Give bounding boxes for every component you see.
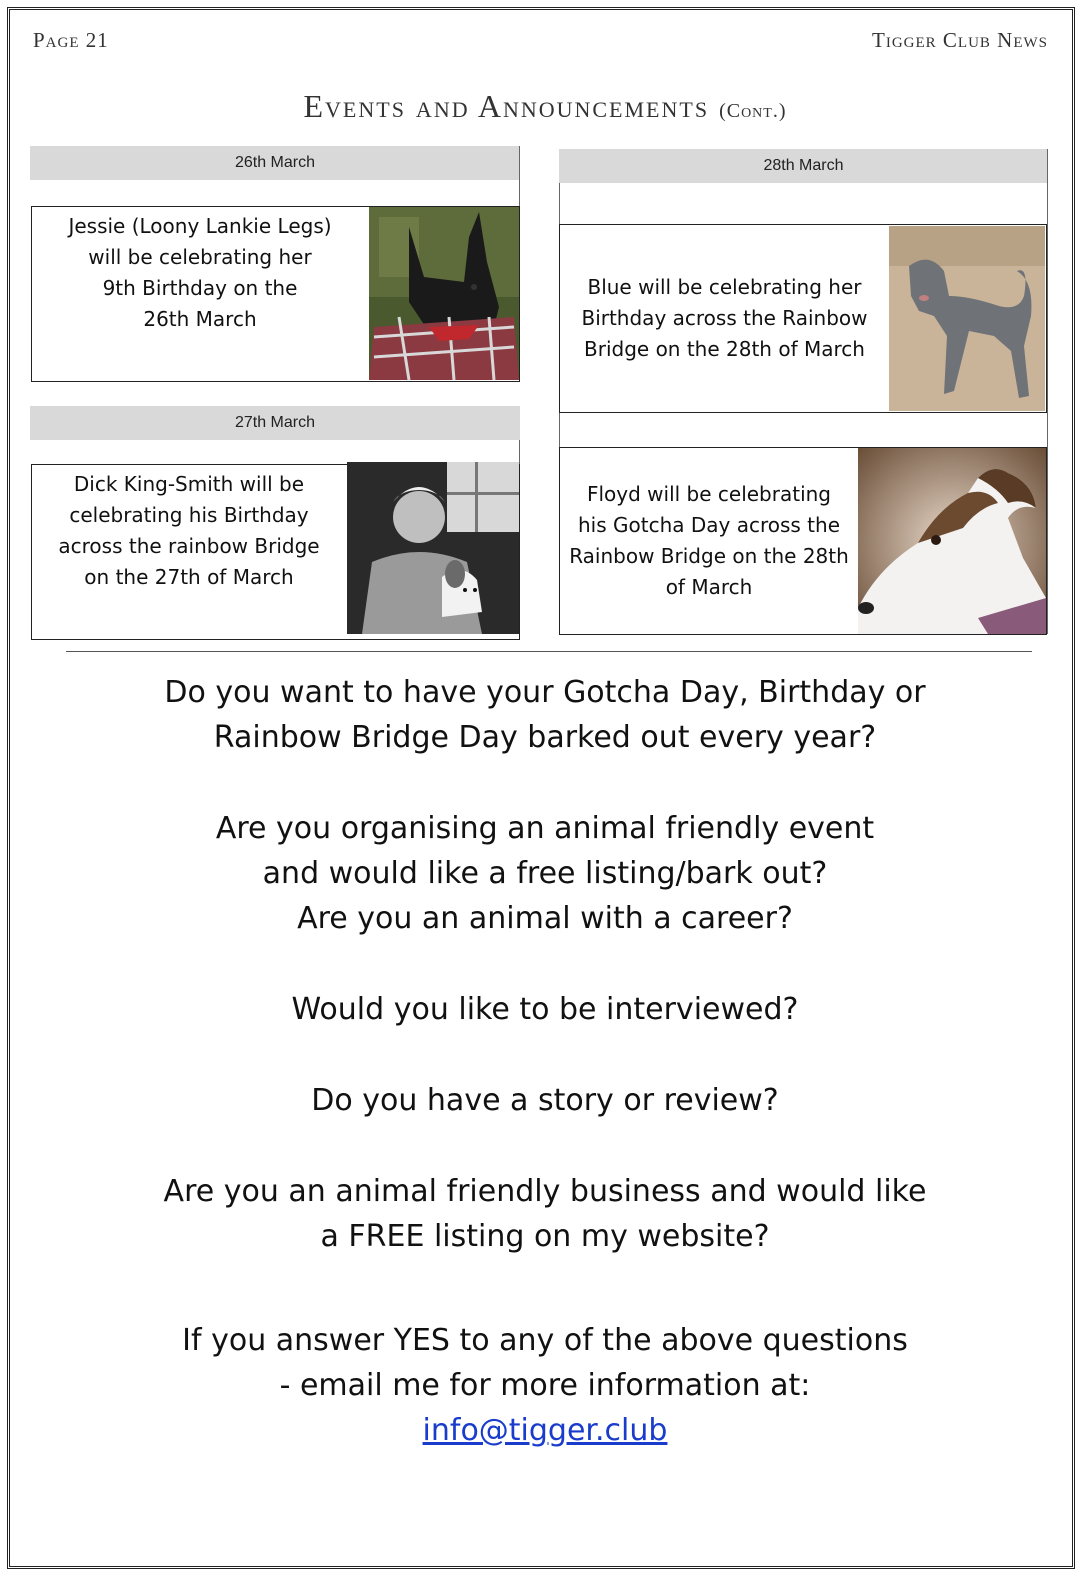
horizontal-divider — [66, 651, 1032, 652]
section-title-cont: (Cont.) — [719, 100, 787, 122]
cta-block-5 — [80, 1169, 1010, 1259]
cta-block-3 — [80, 987, 1010, 1032]
event-line: celebrating his Birthday — [69, 503, 309, 527]
event-line: will be celebrating her — [88, 245, 312, 269]
man-with-puppy-photo — [347, 462, 519, 634]
column-divider — [519, 440, 520, 464]
publication-name: Tigger Club News — [872, 28, 1048, 52]
event-line: 26th March — [143, 307, 257, 331]
event-text-floyd — [561, 449, 857, 633]
date-bar-27-march: 27th March — [30, 406, 520, 440]
column-divider — [559, 412, 560, 447]
event-line: 9th Birthday on the — [102, 276, 298, 300]
cta-line: a FREE listing on my website? — [320, 1219, 770, 1254]
cta-line: Would you like to be interviewed? — [291, 992, 799, 1027]
event-line: Dick King-Smith will be — [73, 472, 305, 496]
cta-line: and would like a free listing/bark out? — [262, 856, 828, 891]
cta-line: Do you want to have your Gotcha Day, Birthday or — [164, 675, 926, 710]
event-line: Rainbow Bridge on the 28th — [569, 544, 849, 568]
brindle-greyhound-photo — [858, 448, 1046, 634]
blue-greyhound-photo — [889, 226, 1045, 411]
date-bar-26-march: 26th March — [30, 146, 520, 180]
column-divider — [519, 146, 520, 206]
date-bar-28-march: 28th March — [559, 149, 1048, 183]
cta-line: If you answer YES to any of the above questions — [182, 1323, 908, 1358]
event-line: on the 27th of March — [84, 565, 294, 589]
column-divider — [1047, 149, 1048, 634]
event-text-blue — [561, 226, 888, 411]
cta-line: Rainbow Bridge Day barked out every year? — [213, 720, 877, 755]
black-greyhound-in-coat-photo — [369, 207, 519, 380]
section-title — [0, 88, 1090, 125]
cta-line: Are you an animal friendly business and would like — [163, 1174, 927, 1209]
cta-line: Do you have a story or review? — [311, 1083, 779, 1118]
cta-line: Are you an animal with a career? — [297, 901, 793, 936]
event-line: his Gotcha Day across the — [577, 513, 840, 537]
event-text-dick-king-smith — [33, 466, 345, 596]
cta-block-6 — [80, 1318, 1010, 1453]
column-divider — [559, 183, 560, 224]
cta-line: Are you organising an animal friendly event — [215, 811, 875, 846]
event-line: across the rainbow Bridge — [58, 534, 320, 558]
section-title-text: Events and Announcements — [303, 88, 710, 124]
event-line: Birthday across the Rainbow — [581, 306, 868, 330]
event-line: Bridge on the 28th of March — [584, 337, 865, 361]
event-line: Blue will be celebrating her — [587, 275, 862, 299]
email-link[interactable]: info@tigger.club — [422, 1413, 668, 1448]
cta-line: - email me for more information at: — [279, 1368, 811, 1403]
event-line: of March — [665, 575, 753, 599]
cta-block-2 — [80, 806, 1010, 941]
cta-block-1 — [80, 670, 1010, 760]
page-number: Page 21 — [33, 28, 109, 52]
event-line: Floyd will be celebrating — [586, 482, 832, 506]
event-text-jessie — [33, 208, 367, 338]
event-line: Jessie (Loony Lankie Legs) — [68, 214, 332, 238]
cta-block-4 — [80, 1078, 1010, 1123]
